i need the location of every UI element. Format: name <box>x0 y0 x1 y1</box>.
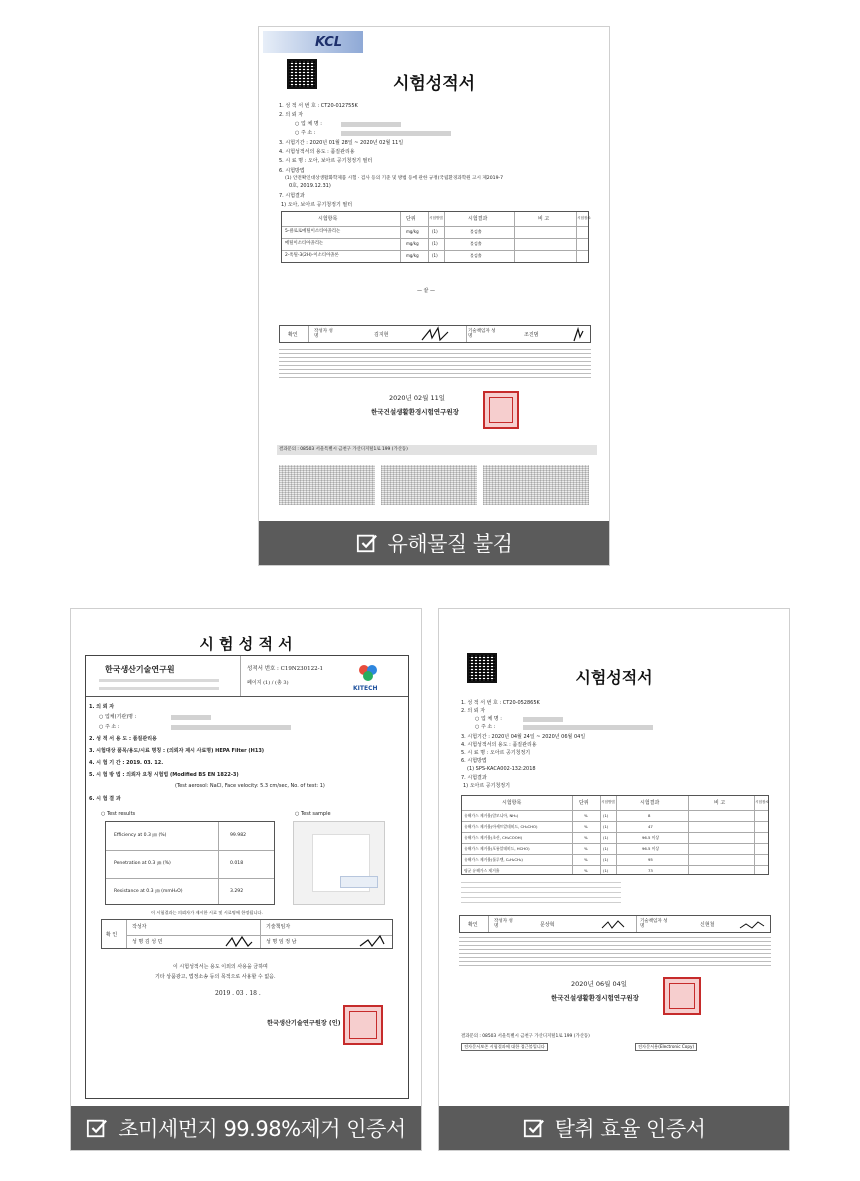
field-line: ○ 업 체 명 : <box>475 716 502 722</box>
footer-contact: 결과문의 : 08503 서울특별시 금천구 가산디지털1로 199 (가산동) <box>461 1034 590 1039</box>
electronic-copy-label: 전자문서용(Electronic Copy) <box>635 1043 697 1051</box>
author-label: 작성자 성 명 <box>314 329 333 339</box>
field-line: (1) SPS-KACA002-132:2018 <box>467 766 536 772</box>
table-header: 시험항목 <box>318 216 338 222</box>
field-line: ○ 업체(기관)명 : <box>99 714 137 720</box>
field-line: (1) 안전확인대상생활화학제품 시험 · 검사 등의 기준 및 방법 등에 관한 규정(국립환경과학원 고시 제2019-7 <box>285 176 504 181</box>
caption-text: 유해물질 불검 <box>387 532 513 556</box>
security-pattern <box>483 465 589 505</box>
signature-1 <box>600 918 628 932</box>
author-name: 문상혁 <box>540 922 555 928</box>
author-label: 작성자 성 명 <box>494 919 513 929</box>
table-cell: 불검출 <box>470 241 482 246</box>
tech-lead-name: 성 명 임 정 남 <box>266 939 297 945</box>
sample-label: ○ Test sample <box>295 811 331 817</box>
redacted-company <box>523 717 563 722</box>
tech-lead-name: 신현철 <box>700 922 715 928</box>
table-cell: 유해가스 제거율(암모니아, NH₃) <box>464 813 519 818</box>
table-header: 시험방법 <box>601 800 615 804</box>
table-cell: % <box>584 846 588 851</box>
issue-date: 2019 . 03 . 18 . <box>215 990 261 997</box>
table-header: 시험장소 <box>755 800 769 804</box>
field-line: 3. 시험기간 : 2020년 04월 24일 ~ 2020년 06월 04일 <box>461 734 586 740</box>
table-cell: % <box>584 857 588 862</box>
table-header: 시험장소 <box>577 216 591 220</box>
signature-2 <box>570 327 586 343</box>
author-name: 성 명 김 성 민 <box>132 939 163 945</box>
field-line: 6. 시 험 결 과 <box>89 796 121 802</box>
field-line: 4. 시 험 기 간 : 2019. 03. 12. <box>89 760 164 766</box>
signature-1 <box>224 934 254 950</box>
issue-date: 2020년 06월 04일 <box>571 980 628 988</box>
signature-1 <box>420 326 450 344</box>
document-title: 시험성적서 <box>575 668 653 687</box>
table-cell: 96.5 이상 <box>642 835 659 840</box>
certificate-document-kcl-2 <box>439 609 789 1106</box>
tech-lead-label: 기술책임자 성 명 <box>468 329 496 339</box>
field-line: 5. 시 료 명 : 오아르 공기청정기 <box>461 750 531 756</box>
table-cell: 유해가스 제거율(포름알데히드, HCHO) <box>464 846 530 851</box>
kitech-logo-text: KITECH <box>353 685 378 692</box>
certificate-card-fine-dust <box>70 608 422 1151</box>
results-table <box>461 795 769 875</box>
official-seal <box>663 977 701 1015</box>
table-header: 시험결과 <box>468 216 488 222</box>
field-line: 1. 의 뢰 자 <box>89 704 115 710</box>
document-title: 시험성적서 <box>392 74 476 94</box>
field-line: 1. 성 적 서 번 호 : CT20-052865K <box>461 700 540 706</box>
table-cell: (1) <box>603 835 609 840</box>
sample-photo <box>293 821 385 905</box>
field-line: ○ 주 소 : <box>295 130 316 136</box>
field-line: (Test aerosol: NaCl, Face velocity: 5.3 cm/sec, No. of test: 1) <box>175 783 325 789</box>
field-line: 6. 시험방법 <box>279 168 305 174</box>
checkbox-icon <box>523 1117 545 1139</box>
field-line: ○ 업 체 명 : <box>295 121 322 127</box>
confirm-label: 확인 <box>468 922 478 928</box>
redacted-address <box>523 725 653 730</box>
table-cell: 73 <box>648 868 653 873</box>
disclaimer-line: 기타 상품광고, 법정소송 등의 목적으로 사용할 수 없음. <box>155 974 276 980</box>
notes-block <box>279 347 591 381</box>
electronic-notice: 전자문서보존 시험결과에 대한 접근불입니다 <box>461 1043 548 1051</box>
result-value: 0.018 <box>230 861 244 866</box>
org-phone <box>99 687 219 690</box>
kitech-logo-icon <box>357 663 379 683</box>
table-cell: 유해가스 제거율(아세트알데히드, CH₃CHO) <box>464 824 538 829</box>
field-line: ○ 주 소 : <box>475 724 496 730</box>
certificate-document-kitech <box>71 609 421 1106</box>
table-cell: 유해가스 제거율(초산, CH₃COOH) <box>464 835 523 840</box>
table-cell: (1) <box>603 824 609 829</box>
field-line: 7. 시험결과 <box>279 193 305 199</box>
caption-bar <box>71 1106 421 1150</box>
table-cell: 평균 유해가스 제거율 <box>464 868 500 873</box>
field-line: 2. 의 뢰 자 <box>279 112 304 118</box>
issuing-org: 한국건설생활환경시험연구원장 <box>551 994 639 1002</box>
caption-text: 초미세먼지 99.98%제거 인증서 <box>118 1117 406 1141</box>
redacted-company <box>341 122 401 127</box>
table-header: 시험결과 <box>640 800 660 806</box>
official-seal <box>343 1005 383 1045</box>
page-number: 페이지 (1) / (총 3) <box>247 680 289 686</box>
table-cell: 2-옥틸-3(2H)-이소티아졸론 <box>285 253 339 258</box>
field-line: 3. 시험대상 품목/용도/시료 명칭 : (의뢰자 제시 사료명) HEPA Filter (H13) <box>89 748 265 754</box>
field-line: 1. 성 적 서 번 호 : CT20-012755K <box>279 103 358 109</box>
table-header: 비 고 <box>714 800 726 806</box>
table-cell: 불검출 <box>470 229 482 234</box>
certificate-document-kcl <box>259 27 609 521</box>
result-value: 3.292 <box>230 889 244 894</box>
table-header: 단위 <box>579 800 589 806</box>
table-cell: mg/kg <box>406 229 419 234</box>
author-label: 작성자 <box>132 924 147 930</box>
table-header: 시험항목 <box>502 800 522 806</box>
disclaimer-line: 이 시험성적서는 용도 이외의 사용을 금하며 <box>173 964 268 970</box>
table-cell: (1) <box>603 846 609 851</box>
redacted-company <box>171 715 211 720</box>
result-value: 99.982 <box>230 833 247 838</box>
table-cell: mg/kg <box>406 253 419 258</box>
field-line: 1) 오아, 보아르 공기청정기 필터 <box>281 202 353 208</box>
field-line: 2. 의 뢰 자 <box>461 708 486 714</box>
table-cell: 8 <box>648 813 651 818</box>
result-label: Resistance at 0.3 ㎛ (mmH₂O) <box>114 889 183 894</box>
org-address <box>99 679 219 682</box>
field-line: 4. 시험성적서의 용도 : 품질관리용 <box>279 149 355 155</box>
issue-date: 2020년 02월 11일 <box>389 394 446 402</box>
security-pattern <box>381 465 477 505</box>
table-cell: (1) <box>603 857 609 862</box>
checkbox-icon <box>86 1117 108 1139</box>
issuing-org: 한국생산기술연구원장 (인) <box>267 1020 341 1027</box>
table-header: 단위 <box>406 216 416 222</box>
signature-2 <box>358 934 386 950</box>
confirmation-box <box>101 919 393 949</box>
table-cell: % <box>584 835 588 840</box>
field-line: 5. 시 험 방 법 : 의뢰자 요청 시험법 (Modified BS EN 1822-3) <box>89 772 239 778</box>
field-line: 6. 시험방법 <box>461 758 487 764</box>
notes-block <box>459 937 771 969</box>
table-cell: (1) <box>432 241 438 246</box>
caption-text: 탈취 효율 인증서 <box>554 1117 706 1141</box>
table-header: 비 고 <box>538 216 550 222</box>
kcl-logo: KCL <box>315 35 343 50</box>
signature-2 <box>738 918 766 932</box>
table-header: 시험방법 <box>429 216 443 220</box>
report-number: 성적서 번호 : C19N230122-1 <box>247 666 324 672</box>
confirmation-box <box>279 325 591 343</box>
result-label: Penetration at 0.3 ㎛ (%) <box>114 861 171 866</box>
table-cell: 96.5 이상 <box>642 846 659 851</box>
caption-bar <box>439 1106 789 1150</box>
field-line: 1) 오아르 공기청정기 <box>463 783 510 789</box>
results-table <box>281 211 589 263</box>
field-line: ○ 주 소 : <box>99 724 120 730</box>
results-label: ○ Test results <box>101 811 136 817</box>
notes-block <box>461 881 621 907</box>
org-header: 한국생산기술연구원 <box>105 664 175 674</box>
certificate-card-deodorization <box>438 608 790 1151</box>
end-mark: — 끝 — <box>417 288 436 294</box>
table-cell: 불검출 <box>470 253 482 258</box>
table-cell: (1) <box>432 229 438 234</box>
table-cell: 5-클로로메틸이소티아졸리논 <box>285 229 341 234</box>
redacted-address <box>341 131 451 136</box>
field-line: 0호, 2019.12.31) <box>289 183 331 189</box>
table-cell: 47 <box>648 824 653 829</box>
table-cell: % <box>584 813 588 818</box>
tech-lead-name: 조진범 <box>524 332 539 338</box>
confirmation-box <box>459 915 771 933</box>
field-line: 3. 시험기간 : 2020년 01월 28일 ~ 2020년 02월 11일 <box>279 140 404 146</box>
certificate-card-harmful-substances <box>258 26 610 566</box>
field-line: 7. 시험결과 <box>461 775 487 781</box>
result-label: Efficiency at 0.3 ㎛ (%) <box>114 833 167 838</box>
table-cell: 유해가스 제거율(톨루엔, C₆H₅CH₃) <box>464 857 523 862</box>
table-cell: (1) <box>432 253 438 258</box>
footer-contact: 결과문의 : 08503 서울특별시 금천구 가산디지털1로 199 (가산동) <box>279 447 408 452</box>
issuing-org: 한국건설생활환경시험연구원장 <box>371 408 459 416</box>
table-cell: % <box>584 824 588 829</box>
document-title: 시 험 성 적 서 <box>199 635 293 653</box>
table-cell: 메틸이소티아졸리논 <box>285 241 324 246</box>
security-pattern <box>279 465 375 505</box>
redacted-address <box>171 725 291 730</box>
author-name: 김지현 <box>374 332 389 338</box>
checkbox-icon <box>356 532 378 554</box>
table-cell: (1) <box>603 868 609 873</box>
header-band <box>263 31 363 53</box>
field-line: 5. 시 료 명 : 오아, 보아르 공기청정기 필터 <box>279 158 373 164</box>
official-seal <box>483 391 519 429</box>
tech-lead-label: 기술책임자 <box>266 924 291 930</box>
table-cell: mg/kg <box>406 241 419 246</box>
table-cell: % <box>584 868 588 873</box>
table-cell: (1) <box>603 813 609 818</box>
results-note: 이 시험결과는 의뢰자가 제시한 시료 및 시료명에 한정됩니다. <box>151 910 263 915</box>
confirm-label: 확 인 <box>106 932 118 938</box>
caption-bar <box>259 521 609 565</box>
field-line: 4. 시험성적서의 용도 : 품질관리용 <box>461 742 537 748</box>
field-line: 2. 성 적 서 용 도 : 품질관리용 <box>89 736 157 742</box>
test-results-table <box>105 821 275 905</box>
table-cell: 95 <box>648 857 653 862</box>
tech-lead-label: 기술책임자 성 명 <box>640 919 668 929</box>
confirm-label: 확인 <box>288 332 298 338</box>
